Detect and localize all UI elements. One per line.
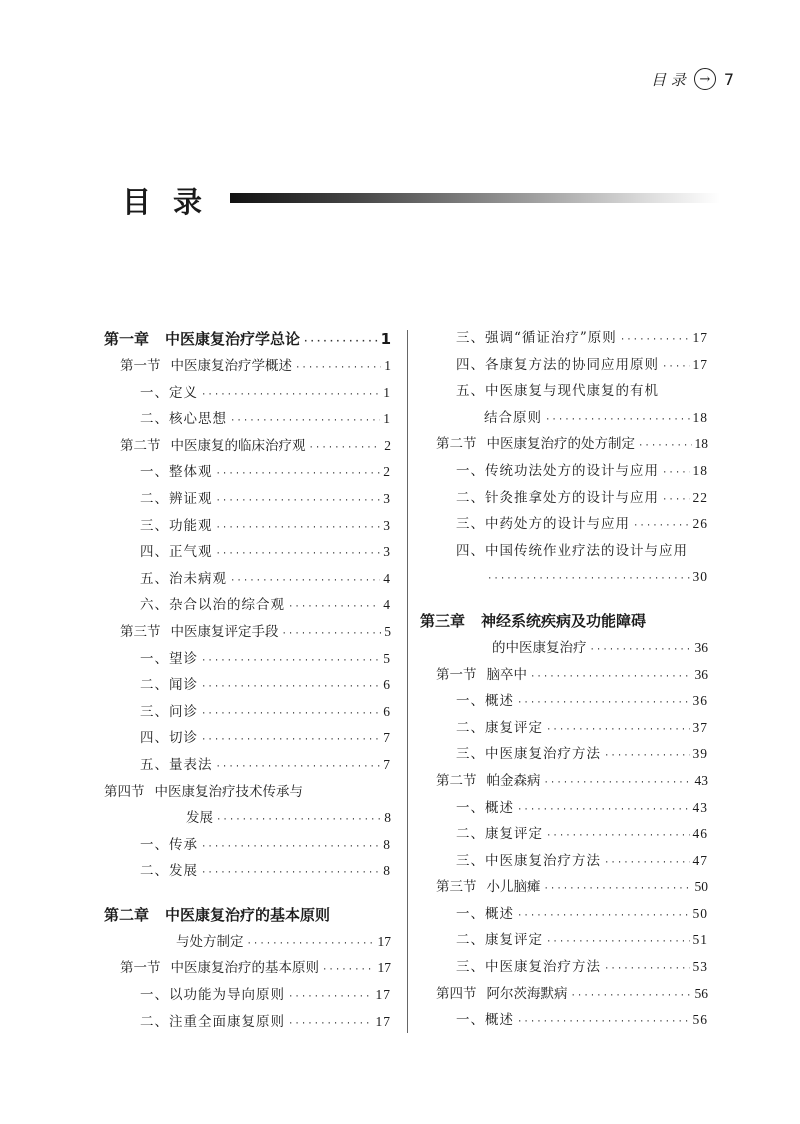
toc-entry-title: 三、中医康复治疗方法 [456,852,601,869]
toc-entry-page: 1 [380,330,391,348]
toc-entry-title: 一、以功能为导向原则 [140,987,285,1004]
toc-entry-label [140,380,198,407]
dot-leader [571,983,692,1010]
toc-entry-label [456,378,659,405]
toc-entry-page: 1 [384,358,391,373]
toc-entry-page: 4 [383,597,391,613]
toc-entry-item[interactable] [104,539,391,566]
toc-entry-section[interactable] [420,431,708,458]
toc-entry-title: 二、康复评定 [456,932,543,949]
toc-entry-label [436,431,635,458]
dot-leader [545,407,690,434]
toc-entry-label [456,688,514,715]
toc-entry-title: 四、正气观 [140,544,213,561]
toc-entry-label [140,513,213,540]
toc-entry-item[interactable] [420,848,708,875]
toc-entry-label [140,858,198,885]
toc-entry-page: 22 [692,489,708,505]
toc-entry-number: 第二节 [436,772,477,789]
toc-entry-page: 47 [692,852,708,868]
toc-entry-number: 第一节 [120,960,161,977]
toc-entry-section[interactable] [104,955,391,982]
toc-entry-label [456,511,630,538]
toc-entry-label [140,566,227,593]
toc-gap [420,591,708,607]
toc-entry-item[interactable] [420,1007,708,1034]
toc-entry-label [420,607,646,635]
toc-entry-title: 中医康复治疗的处方制定 [486,436,635,453]
toc-entry-label [140,539,213,566]
toc-entry-page: 2 [384,437,391,453]
toc-entry-number: 第三节 [120,623,161,640]
toc-entry-section[interactable] [420,981,708,1008]
toc-entry-page: 3 [383,517,391,533]
toc-entry-item[interactable] [104,982,391,1009]
toc-entry-title: 二、发展 [140,863,198,880]
toc-entry-title: 三、强调“循证治疗”原则 [456,330,617,346]
dot-leader [620,327,690,354]
toc-title: 目录 [122,185,225,219]
toc-entry-title: 二、康复评定 [456,826,543,843]
running-head [651,66,734,92]
toc-entry-page: 6 [383,703,391,719]
dot-leader [216,807,381,834]
toc-left-column [104,325,391,1035]
toc-entry-title: 五、中医康复与现代康复的有机 [456,383,659,400]
toc-entry-page: 36 [692,693,708,709]
dot-leader [604,956,690,983]
toc-entry-title: 一、概述 [456,693,514,710]
toc-entry-title: 结合原则 [484,409,542,426]
dot-leader [216,541,381,568]
toc-entry-item[interactable] [104,672,391,699]
toc-entry-title: 三、问诊 [140,703,198,720]
toc-entry-number: 第二节 [436,436,477,453]
toc-entry-page: 17 [375,1013,391,1029]
toc-entry-item[interactable] [420,458,708,485]
dot-leader [201,834,380,861]
dot-leader [487,566,690,593]
toc-entry-title: 中医康复治疗学概述 [170,358,292,374]
toc-entry-item[interactable] [420,715,708,742]
toc-entry-page: 3 [383,490,391,506]
toc-entry-item[interactable] [104,725,391,752]
toc-entry-title: 四、中国传统作业疗法的设计与应用 [456,542,688,559]
toc-entry-item[interactable] [420,821,708,848]
toc-entry-title: 二、康复评定 [456,719,543,736]
toc-entry-page: 46 [692,826,708,842]
toc-entry-cont-item[interactable] [420,564,708,591]
toc-entry-title: 二、注重全面康复原则 [140,1013,285,1030]
toc-entry-page: 3 [383,544,391,560]
dot-leader [546,929,690,956]
toc-entry-item[interactable] [420,325,708,352]
dot-leader [247,931,375,958]
toc-entry-item[interactable] [104,566,391,593]
toc-entry-number: 第二章 [104,905,150,924]
toc-entry-title: 脑卒中 [486,666,527,683]
toc-entry-item[interactable] [420,688,708,715]
toc-entry-label [456,458,659,485]
toc-entry-page: 17 [692,330,708,345]
toc-entry-page: 1 [383,411,391,427]
toc-entry-page: 18 [692,409,708,425]
toc-entry-page: 36 [694,666,708,682]
toc-entry-page: 51 [692,932,708,948]
toc-entry-cont-item[interactable] [420,405,708,432]
dot-leader [546,717,690,744]
toc-entry-page: 8 [384,810,391,826]
dot-leader [662,460,690,487]
dot-leader [201,727,380,754]
toc-entry-label [456,715,543,742]
toc-entry-title: 三、功能观 [140,517,213,534]
dot-leader [288,1011,373,1038]
dot-leader [544,770,692,797]
toc-entry-section[interactable] [104,619,391,646]
dot-leader [633,513,690,540]
toc-entry-item[interactable] [104,858,391,885]
toc-entry-page: 50 [692,905,708,921]
toc-entry-page: 53 [692,959,708,975]
toc-entry-title: 一、望诊 [140,650,198,667]
toc-entry-item[interactable] [104,646,391,673]
toc-entry-label [456,352,659,379]
toc-entry-page: 18 [694,436,708,452]
dot-leader [201,860,380,887]
toc-entry-section[interactable] [104,353,391,380]
toc-entry-page: 56 [694,985,708,1001]
dot-leader [282,621,382,648]
toc-entry-number: 第二节 [120,437,161,454]
toc-entry-label [456,848,601,875]
toc-entry-page: 43 [692,799,708,815]
toc-entry-item[interactable] [104,406,391,433]
toc-entry-label [484,405,542,432]
dot-leader [517,903,690,930]
toc-entry-title: 一、传承 [140,836,198,853]
toc-entry-number: 第三节 [436,879,477,896]
toc-entry-label [140,699,198,726]
toc-entry-label [140,672,198,699]
toc-entry-label [456,741,601,768]
toc-entry-page: 39 [692,746,708,762]
toc-entry-title: 五、量表法 [140,756,213,773]
toc-entry-title: 二、辨证观 [140,490,213,507]
toc-entry-title: 中医康复治疗学总论 [165,330,301,348]
toc-entry-title: 中医康复评定手段 [170,623,279,640]
toc-entry-section[interactable] [420,874,708,901]
arrow-right-icon: → [694,68,716,90]
toc-entry-item[interactable] [104,832,391,859]
toc-entry-label [140,646,198,673]
toc-entry-item-line1[interactable] [420,378,708,405]
toc-gap [104,885,391,901]
toc-entry-label [436,981,568,1008]
dot-leader [216,461,381,488]
toc-entry-item[interactable] [104,380,391,407]
toc-entry-title: 帕金森病 [486,772,541,789]
toc-entry-label [456,538,688,565]
toc-entry-title: 三、中药处方的设计与应用 [456,516,630,533]
toc-entry-number: 第一章 [104,330,150,348]
toc-entry-label [140,486,213,513]
toc-entry-title: 神经系统疾病及功能障碍 [481,611,647,630]
dot-leader [230,568,380,595]
dot-leader [590,637,692,664]
toc-entry-title: 中医康复治疗的基本原则 [165,905,331,924]
toc-entry-title: 二、核心思想 [140,411,227,428]
dot-leader [638,433,692,460]
toc-entry-label [436,874,541,901]
dot-leader [517,1009,690,1036]
toc-entry-number: 第一节 [436,666,477,683]
toc-entry-number: 第一节 [120,358,161,374]
toc-entry-page: 30 [692,569,708,585]
toc-entry-page: 56 [692,1012,708,1028]
title-gradient-bar [230,193,720,203]
toc-entry-label [104,901,330,929]
toc-entry-page: 4 [383,570,391,586]
toc-entry-page: 36 [694,639,708,655]
dot-leader [230,408,380,435]
dot-leader [309,435,382,462]
toc-entry-title: 三、中医康复治疗方法 [456,746,601,763]
toc-entry-page: 7 [383,756,391,772]
toc-entry-page: 18 [692,462,708,478]
toc-entry-chapter-line1[interactable] [104,901,391,929]
dot-leader [544,876,692,903]
toc-entry-title: 一、传统功法处方的设计与应用 [456,462,659,479]
toc-entry-label [140,752,213,779]
toc-entry-chapter-line1[interactable] [420,607,708,635]
toc-entry-label [140,725,198,752]
toc-entry-label [140,459,213,486]
toc-entry-title: 一、概述 [456,905,514,922]
toc-entry-label [176,929,244,956]
toc-entry-title: 小儿脑瘫 [486,879,541,896]
dot-leader [662,487,690,514]
dot-leader [662,354,690,381]
toc-entry-title: 二、针灸推拿处方的设计与应用 [456,489,659,506]
toc-entry-label [436,768,541,795]
dot-leader [216,488,381,515]
toc-entry-item[interactable] [104,486,391,513]
toc-entry-section-line1[interactable] [104,779,391,806]
toc-entry-title: 中医康复治疗的基本原则 [170,960,319,977]
toc-entry-page: 17 [692,356,708,372]
toc-entry-page: 5 [383,650,391,666]
toc-entry-page: 5 [384,623,391,639]
toc-entry-title: 一、概述 [456,799,514,816]
toc-entry-page: 17 [375,987,391,1003]
dot-leader [288,984,373,1011]
toc-entry-page: 17 [377,933,391,949]
toc-entry-label [456,325,617,352]
toc-entry-cont-chap[interactable] [420,635,708,662]
toc-entry-item[interactable] [104,592,391,619]
toc-entry-label [456,795,514,822]
toc-entry-item-line1[interactable] [420,538,708,565]
toc-entry-item[interactable] [420,485,708,512]
dot-leader [530,664,692,691]
toc-entry-page: 26 [692,516,708,532]
toc-entry-label [120,353,292,380]
toc-entry-item[interactable] [104,699,391,726]
toc-entry-cont-sec[interactable] [104,805,391,832]
toc-entry-item[interactable] [420,741,708,768]
toc-entry-item[interactable] [420,901,708,928]
toc-entry-label [456,954,601,981]
dot-leader [546,823,690,850]
toc-entry-page: 37 [692,719,708,735]
toc-entry-section[interactable] [420,768,708,795]
dot-leader [288,594,380,621]
toc-entry-page: 2 [383,464,391,480]
toc-entry-chapter[interactable] [104,325,391,353]
dot-leader [517,797,690,824]
toc-entry-label [456,485,659,512]
toc-entry-title: 阿尔茨海默病 [486,985,568,1002]
toc-entry-item[interactable] [104,752,391,779]
toc-entry-label [120,955,319,982]
toc-entry-title: 二、闻诊 [140,677,198,694]
toc-entry-label [456,1007,514,1034]
toc-entry-label [140,406,227,433]
toc-entry-label [140,1009,285,1036]
toc-entry-label [104,779,303,806]
toc-entry-label [120,433,306,460]
toc-entry-label [492,635,587,662]
toc-entry-title: 五、治未病观 [140,570,227,587]
toc-entry-page: 17 [377,960,391,976]
column-divider [407,330,408,1033]
toc-entry-item[interactable] [420,352,708,379]
toc-entry-item[interactable] [420,927,708,954]
toc-entry-title: 中医康复的临床治疗观 [170,437,306,454]
toc-entry-label [140,592,285,619]
toc-entry-page: 43 [694,772,708,788]
toc-entry-section[interactable] [104,433,391,460]
toc-entry-title: 一、概述 [456,1012,514,1029]
toc-entry-item[interactable] [420,954,708,981]
toc-entry-label [140,982,285,1009]
toc-entry-title: 一、整体观 [140,464,213,481]
toc-entry-title: 的中医康复治疗 [492,639,587,656]
toc-entry-label [120,619,279,646]
toc-entry-page: 50 [694,879,708,895]
dot-leader [201,382,380,409]
dot-leader [201,701,380,728]
toc-entry-title: 与处方制定 [176,933,244,950]
toc-entry-page: 7 [383,730,391,746]
toc-entry-page: 6 [383,677,391,693]
toc-entry-label [186,805,213,832]
dot-leader [216,754,381,781]
running-head-title: 目 录 [651,70,686,89]
toc-entry-number: 第四节 [104,783,145,800]
toc-entry-title: 发展 [186,810,213,827]
toc-entry-title: 六、杂合以治的综合观 [140,597,285,614]
toc-entry-item[interactable] [104,459,391,486]
toc-entry-item[interactable] [104,513,391,540]
toc-entry-item[interactable] [420,795,708,822]
toc-entry-label [456,821,543,848]
dot-leader [303,328,378,356]
toc-entry-page: 1 [383,384,391,400]
toc-entry-label [140,832,198,859]
dot-leader [604,850,690,877]
toc-entry-title: 中医康复治疗技术传承与 [154,783,303,800]
dot-leader [216,515,381,542]
toc-entry-item[interactable] [420,511,708,538]
dot-leader [201,674,380,701]
toc-entry-label [104,325,300,353]
dot-leader [517,690,690,717]
toc-entry-title: 三、中医康复治疗方法 [456,959,601,976]
toc-entry-number: 第三章 [420,611,466,630]
dot-leader [322,957,375,984]
toc-entry-page: 8 [383,863,391,879]
toc-entry-title: 四、切诊 [140,730,198,747]
toc-entry-item[interactable] [104,1009,391,1036]
page-number: 7 [723,69,734,89]
dot-leader [295,355,381,382]
toc-entry-page: 8 [383,836,391,852]
toc-entry-label [456,927,543,954]
toc-entry-label [456,901,514,928]
toc-entry-number: 第四节 [436,985,477,1002]
dot-leader [201,648,380,675]
toc-entry-title: 四、各康复方法的协同应用原则 [456,356,659,373]
toc-entry-section[interactable] [420,662,708,689]
toc-entry-label [436,662,527,689]
toc-right-column [420,325,708,1034]
toc-entry-title: 一、定义 [140,384,198,401]
dot-leader [604,743,690,770]
toc-entry-cont-chap[interactable] [104,929,391,956]
